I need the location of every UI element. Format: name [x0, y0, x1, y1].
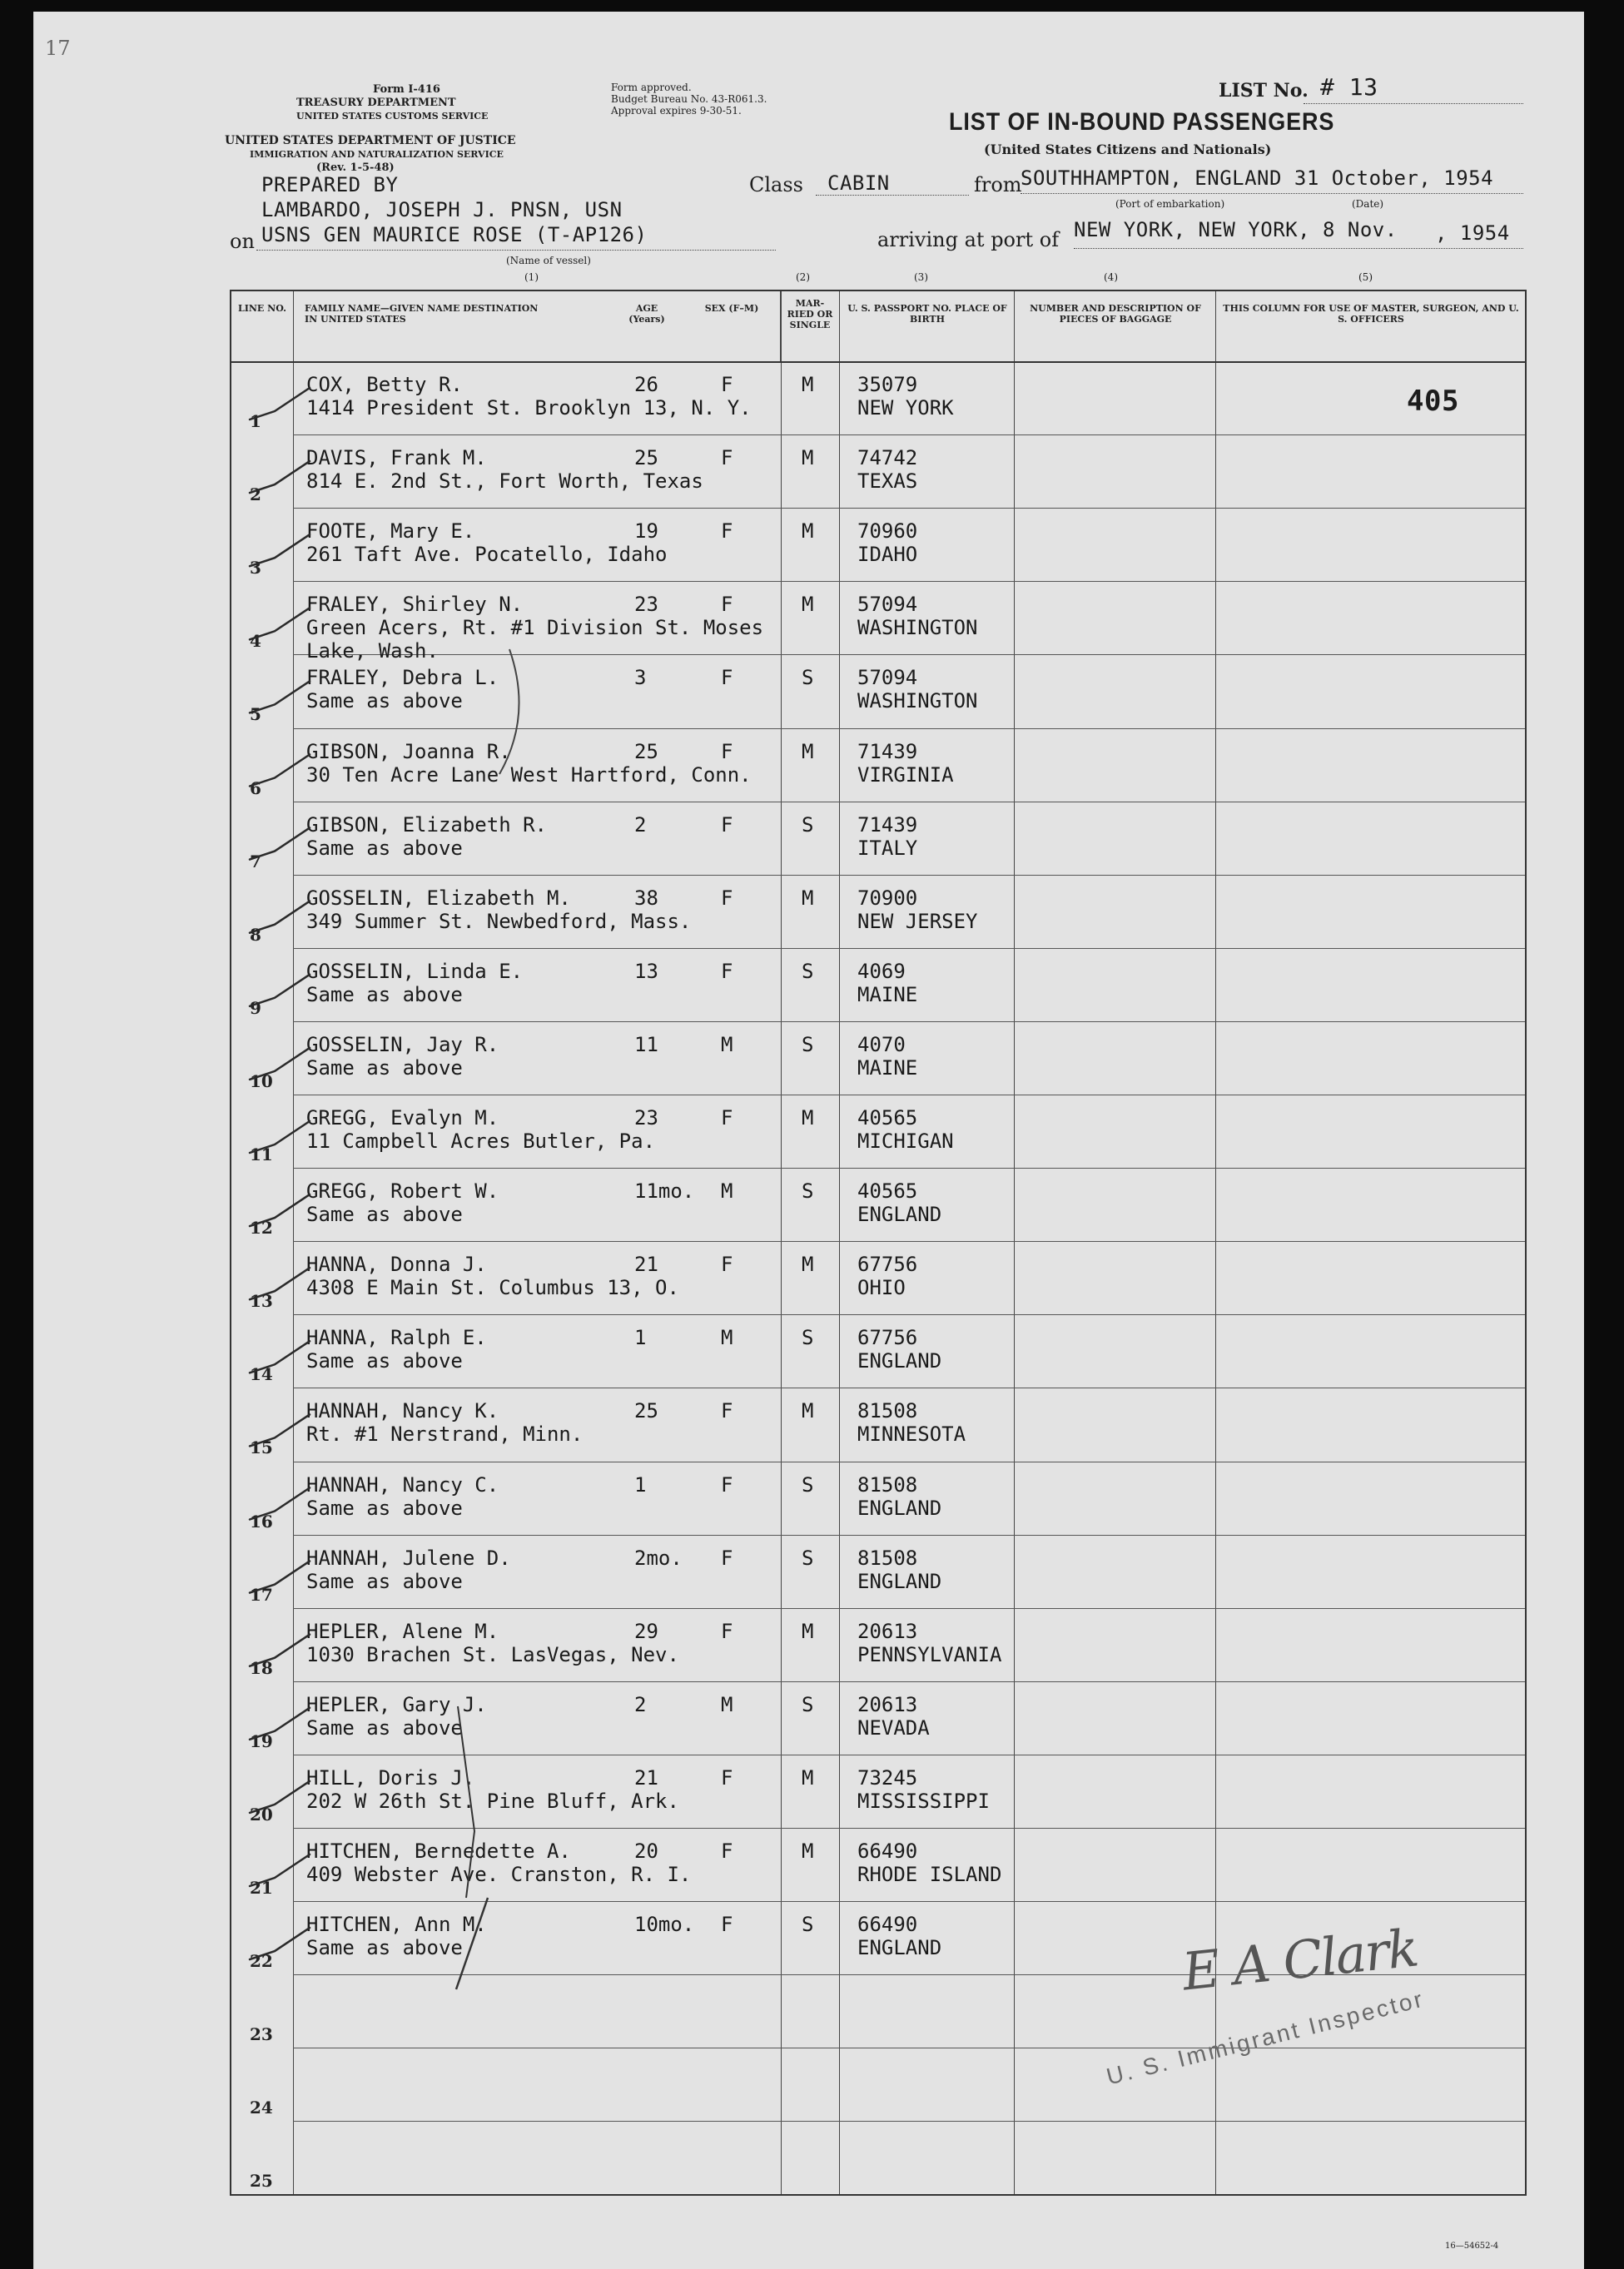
passenger-name: GIBSON, Elizabeth R.	[306, 812, 547, 837]
passenger-age: 13	[634, 959, 658, 983]
line-number: 6	[250, 777, 261, 798]
page-number-stamp: 405	[1407, 385, 1459, 418]
passenger-birthplace: NEW JERSEY	[857, 909, 978, 933]
passenger-age: 11mo.	[634, 1179, 695, 1204]
passenger-name: HANNA, Ralph E.	[306, 1326, 487, 1350]
passenger-passport-no: 57094	[857, 593, 918, 617]
passenger-destination: 261 Taft Ave. Pocatello, Idaho	[306, 543, 668, 567]
line-number: 18	[250, 1657, 273, 1678]
passenger-marital-status: S	[802, 1326, 814, 1350]
line-number: 5	[250, 704, 261, 725]
passenger-age: 2mo.	[634, 1546, 683, 1570]
passenger-name: GIBSON, Joanna R.	[306, 739, 511, 763]
port-caption: (Port of embarkation)	[1115, 198, 1225, 210]
passenger-sex: M	[721, 1032, 733, 1056]
passenger-destination: Green Acers, Rt. #1 Division St. Moses	[306, 616, 764, 640]
passenger-passport-no: 67756	[857, 1253, 918, 1277]
footer-code: 16—54652-4	[1445, 2242, 1499, 2251]
passenger-age: 26	[634, 373, 658, 396]
service: UNITED STATES CUSTOMS SERVICE	[296, 111, 489, 122]
header-line-no: LINE NO.	[238, 303, 286, 314]
passenger-name: GOSSELIN, Jay R.	[306, 1032, 499, 1056]
passenger-birthplace: ENGLAND	[857, 1203, 942, 1227]
passenger-destination: Same as above	[306, 982, 463, 1006]
passenger-sex: F	[721, 1619, 733, 1643]
passenger-passport-no: 73245	[857, 1765, 918, 1790]
col-num-2: (2)	[796, 271, 810, 283]
col-num-1: (1)	[524, 271, 539, 283]
passenger-sex: F	[721, 1765, 733, 1790]
line-number: 25	[250, 2171, 273, 2192]
line-number: 14	[250, 1364, 273, 1385]
passenger-passport-no: 81508	[857, 1546, 918, 1570]
passenger-passport-no: 71439	[857, 739, 918, 763]
passenger-name: FOOTE, Mary E.	[306, 519, 475, 544]
passenger-birthplace: TEXAS	[857, 469, 918, 494]
passenger-age: 23	[634, 1106, 658, 1130]
on-label: on	[230, 230, 255, 253]
line-number: 22	[250, 1951, 273, 1972]
passenger-name: FRALEY, Debra L.	[306, 666, 499, 690]
header-passport: U. S. PASSPORT NO. PLACE OF BIRTH	[847, 303, 1007, 325]
passenger-destination: 409 Webster Ave. Cranston, R. I.	[306, 1863, 692, 1886]
header-officers: THIS COLUMN FOR USE OF MASTER, SURGEON, AND U. S. OFFICERS	[1223, 303, 1519, 325]
passenger-passport-no: 81508	[857, 1472, 918, 1497]
corner-mark: 17	[45, 37, 71, 60]
passenger-marital-status: S	[802, 1546, 814, 1570]
line-number: 2	[250, 484, 261, 505]
passenger-passport-no: 40565	[857, 1179, 918, 1204]
passenger-marital-status: M	[802, 373, 814, 396]
passenger-birthplace: NEVADA	[857, 1715, 930, 1740]
preparer-name: LAMBARDO, JOSEPH J. PNSN, USN	[261, 198, 623, 221]
passenger-destination: Same as above	[306, 1936, 463, 1960]
passenger-sex: F	[721, 1840, 733, 1863]
line-number: 9	[250, 997, 261, 1018]
passenger-sex: F	[721, 1253, 733, 1277]
approval-line-2: Budget Bureau No. 43-R061.3.	[611, 93, 767, 105]
arriving-label: arriving at port of	[877, 228, 1060, 251]
passenger-name: HITCHEN, Ann M.	[306, 1913, 487, 1937]
passenger-sex: F	[721, 446, 733, 470]
passenger-sex: F	[721, 1106, 733, 1130]
line-number: 10	[250, 1070, 273, 1091]
passenger-name: GREGG, Robert W.	[306, 1179, 499, 1204]
line-number: 16	[250, 1511, 273, 1532]
passenger-destination: 814 E. 2nd St., Fort Worth, Texas	[306, 469, 703, 494]
passenger-birthplace: MISSISSIPPI	[857, 1789, 990, 1813]
passenger-marital-status: S	[802, 1032, 814, 1056]
header-baggage: NUMBER AND DESCRIPTION OF PIECES OF BAGGAGE	[1030, 303, 1201, 325]
passenger-destination: Same as above	[306, 1496, 463, 1520]
passenger-name: GOSSELIN, Elizabeth M.	[306, 886, 571, 910]
passenger-name: FRALEY, Shirley N.	[306, 593, 524, 617]
passenger-destination: Same as above	[306, 1349, 463, 1373]
list-no-label: LIST No.	[1219, 80, 1309, 102]
doj-label: UNITED STATES DEPARTMENT OF JUSTICE	[225, 134, 516, 147]
passenger-birthplace: PENNSYLVANIA	[857, 1642, 1002, 1666]
passenger-age: 11	[634, 1032, 658, 1056]
passenger-birthplace: WASHINGTON	[857, 689, 978, 713]
line-number: 12	[250, 1218, 273, 1239]
passenger-sex: F	[721, 1472, 733, 1497]
passenger-name: DAVIS, Frank M.	[306, 446, 487, 470]
passenger-passport-no: 35079	[857, 373, 918, 396]
passenger-name: GREGG, Evalyn M.	[306, 1106, 499, 1130]
passenger-sex: F	[721, 739, 733, 763]
passenger-table	[230, 290, 1527, 2196]
passenger-destination: Same as above	[306, 1715, 463, 1740]
passenger-name: HANNAH, Nancy C.	[306, 1472, 499, 1497]
passenger-birthplace: ENGLAND	[857, 1496, 942, 1520]
header-sex: SEX (F–M)	[704, 303, 759, 314]
passenger-marital-status: M	[802, 1253, 814, 1277]
passenger-sex: M	[721, 1179, 733, 1204]
passenger-destination: Same as above	[306, 689, 463, 713]
passenger-name: HEPLER, Gary J.	[306, 1692, 487, 1716]
passenger-birthplace: ENGLAND	[857, 1349, 942, 1373]
col-num-5: (5)	[1358, 271, 1373, 283]
passenger-birthplace: MAINE	[857, 982, 918, 1006]
passenger-marital-status: M	[802, 446, 814, 470]
passenger-name: HEPLER, Alene M.	[306, 1619, 499, 1643]
passenger-age: 1	[634, 1326, 647, 1350]
passenger-age: 21	[634, 1253, 658, 1277]
inspector-signature: E A Clark	[1179, 1917, 1420, 2003]
passenger-sex: F	[721, 1546, 733, 1570]
passenger-sex: M	[721, 1326, 733, 1350]
col-num-3: (3)	[914, 271, 928, 283]
class-value: CABIN	[827, 171, 890, 195]
passenger-marital-status: M	[802, 886, 814, 910]
passenger-destination: 1414 President St. Brooklyn 13, N. Y.	[306, 396, 752, 420]
passenger-marital-status: S	[802, 959, 814, 983]
header-married: MAR- RIED OR SINGLE	[787, 298, 833, 330]
passenger-destination: 1030 Brachen St. LasVegas, Nev.	[306, 1642, 679, 1666]
passenger-name: HANNAH, Nancy K.	[306, 1399, 499, 1423]
passenger-name: HITCHEN, Bernedette A.	[306, 1840, 571, 1863]
passenger-passport-no: 20613	[857, 1619, 918, 1643]
department: TREASURY DEPARTMENT	[296, 97, 456, 109]
passenger-passport-no: 57094	[857, 666, 918, 690]
passenger-age: 25	[634, 1399, 658, 1423]
from-label: from	[974, 173, 1022, 196]
line-number: 11	[250, 1144, 273, 1164]
passenger-destination: 202 W 26th St. Pine Bluff, Ark.	[306, 1789, 679, 1813]
passenger-age: 3	[634, 666, 647, 690]
line-number: 21	[250, 1878, 273, 1898]
passenger-passport-no: 40565	[857, 1106, 918, 1130]
passenger-sex: F	[721, 593, 733, 617]
passenger-passport-no: 70900	[857, 886, 918, 910]
passenger-passport-no: 66490	[857, 1840, 918, 1863]
ins-label: IMMIGRATION AND NATURALIZATION SERVICE	[250, 149, 504, 160]
passenger-destination: Same as above	[306, 1569, 463, 1593]
passenger-passport-no: 74742	[857, 446, 918, 470]
line-number: 13	[250, 1291, 273, 1312]
rev-label: (Rev. 1-5-48)	[316, 161, 395, 174]
passenger-passport-no: 81508	[857, 1399, 918, 1423]
passenger-sex: F	[721, 519, 733, 544]
passenger-sex: F	[721, 959, 733, 983]
passenger-destination: Same as above	[306, 836, 463, 860]
passenger-age: 25	[634, 739, 658, 763]
passenger-marital-status: M	[802, 1840, 814, 1863]
passenger-marital-status: M	[802, 1106, 814, 1130]
passenger-name: COX, Betty R.	[306, 373, 463, 396]
passenger-age: 23	[634, 593, 658, 617]
line-number: 15	[250, 1437, 273, 1458]
approval-line-3: Approval expires 9-30-51.	[611, 105, 742, 117]
passenger-passport-no: 4069	[857, 959, 906, 983]
col-num-4: (4)	[1104, 271, 1118, 283]
passenger-birthplace: ENGLAND	[857, 1936, 942, 1960]
passenger-sex: F	[721, 812, 733, 837]
line-number: 4	[250, 631, 261, 652]
passenger-age: 2	[634, 812, 647, 837]
passenger-sex: F	[721, 1913, 733, 1937]
passenger-age: 19	[634, 519, 658, 544]
passenger-age: 10mo.	[634, 1913, 695, 1937]
passenger-passport-no: 66490	[857, 1913, 918, 1937]
passenger-name: GOSSELIN, Linda E.	[306, 959, 524, 983]
arriving-year: , 1954	[1435, 221, 1510, 245]
passenger-age: 29	[634, 1619, 658, 1643]
passenger-destination-cont: Lake, Wash.	[306, 639, 439, 663]
passenger-passport-no: 4070	[857, 1032, 906, 1056]
approval-line-1: Form approved.	[611, 82, 692, 93]
header-name: FAMILY NAME—GIVEN NAME DESTINATION IN UNITED STATES	[305, 303, 539, 325]
passenger-age: 2	[634, 1692, 647, 1716]
passenger-age: 1	[634, 1472, 647, 1497]
passenger-sex: F	[721, 886, 733, 910]
header-age: AGE (Years)	[628, 303, 665, 325]
list-no-value: # 13	[1320, 73, 1378, 101]
passenger-age: 38	[634, 886, 658, 910]
passenger-age: 25	[634, 446, 658, 470]
passenger-passport-no: 71439	[857, 812, 918, 837]
passenger-birthplace: IDAHO	[857, 543, 918, 567]
passenger-birthplace: OHIO	[857, 1276, 906, 1300]
date-caption: (Date)	[1352, 198, 1384, 210]
passenger-destination: 30 Ten Acre Lane West Hartford, Conn.	[306, 762, 752, 787]
page-subtitle: (United States Citizens and Nationals)	[984, 142, 1272, 157]
passenger-age: 20	[634, 1840, 658, 1863]
passenger-birthplace: ITALY	[857, 836, 918, 860]
passenger-sex: F	[721, 373, 733, 396]
passenger-passport-no: 70960	[857, 519, 918, 544]
passenger-destination: 4308 E Main St. Columbus 13, O.	[306, 1276, 679, 1300]
passenger-passport-no: 67756	[857, 1326, 918, 1350]
passenger-sex: F	[721, 1399, 733, 1423]
prepared-by: PREPARED BY	[261, 173, 399, 196]
line-number: 7	[250, 851, 261, 871]
passenger-marital-status: S	[802, 1692, 814, 1716]
line-number: 20	[250, 1804, 273, 1825]
form-number: Form I-416	[373, 83, 440, 96]
line-number: 3	[250, 558, 261, 578]
passenger-marital-status: S	[802, 812, 814, 837]
passenger-marital-status: M	[802, 1765, 814, 1790]
passenger-age: 21	[634, 1765, 658, 1790]
passenger-destination: Same as above	[306, 1203, 463, 1227]
line-number: 17	[250, 1584, 273, 1605]
passenger-birthplace: NEW YORK	[857, 396, 954, 420]
passenger-birthplace: RHODE ISLAND	[857, 1863, 1002, 1886]
from-value: SOUTHHAMPTON, ENGLAND 31 October, 1954	[1021, 166, 1494, 190]
vessel-name: USNS GEN MAURICE ROSE (T-AP126)	[261, 223, 648, 246]
passenger-marital-status: M	[802, 739, 814, 763]
passenger-marital-status: M	[802, 593, 814, 617]
passenger-marital-status: S	[802, 1472, 814, 1497]
passenger-marital-status: M	[802, 519, 814, 544]
passenger-destination: 11 Campbell Acres Butler, Pa.	[306, 1130, 656, 1153]
passenger-birthplace: MINNESOTA	[857, 1422, 966, 1447]
passenger-marital-status: S	[802, 666, 814, 690]
line-number: 19	[250, 1730, 273, 1751]
passenger-sex: F	[721, 666, 733, 690]
passenger-birthplace: MAINE	[857, 1055, 918, 1080]
passenger-birthplace: ENGLAND	[857, 1569, 942, 1593]
line-number: 23	[250, 2024, 273, 2045]
passenger-destination: 349 Summer St. Newbedford, Mass.	[306, 909, 692, 933]
passenger-birthplace: MICHIGAN	[857, 1130, 954, 1153]
passenger-name: HANNAH, Julene D.	[306, 1546, 511, 1570]
passenger-destination: Rt. #1 Nerstrand, Minn.	[306, 1422, 584, 1447]
page-title: LIST OF IN-BOUND PASSENGERS	[949, 108, 1335, 136]
passenger-sex: M	[721, 1692, 733, 1716]
passenger-marital-status: M	[802, 1619, 814, 1643]
passenger-marital-status: S	[802, 1179, 814, 1204]
passenger-birthplace: WASHINGTON	[857, 616, 978, 640]
line-number: 1	[250, 411, 261, 431]
line-number: 8	[250, 924, 261, 945]
line-number: 24	[250, 2098, 273, 2118]
passenger-name: HANNA, Donna J.	[306, 1253, 487, 1277]
inspector-stamp: U. S. Immigrant Inspector	[1104, 1985, 1428, 2090]
passenger-passport-no: 20613	[857, 1692, 918, 1716]
vessel-caption: (Name of vessel)	[506, 255, 591, 266]
class-label: Class	[749, 173, 803, 196]
arriving-value: NEW YORK, NEW YORK, 8 Nov.	[1074, 218, 1398, 241]
passenger-marital-status: M	[802, 1399, 814, 1423]
passenger-name: HILL, Doris J.	[306, 1765, 475, 1790]
passenger-birthplace: VIRGINIA	[857, 762, 954, 787]
passenger-destination: Same as above	[306, 1055, 463, 1080]
passenger-marital-status: S	[802, 1913, 814, 1937]
